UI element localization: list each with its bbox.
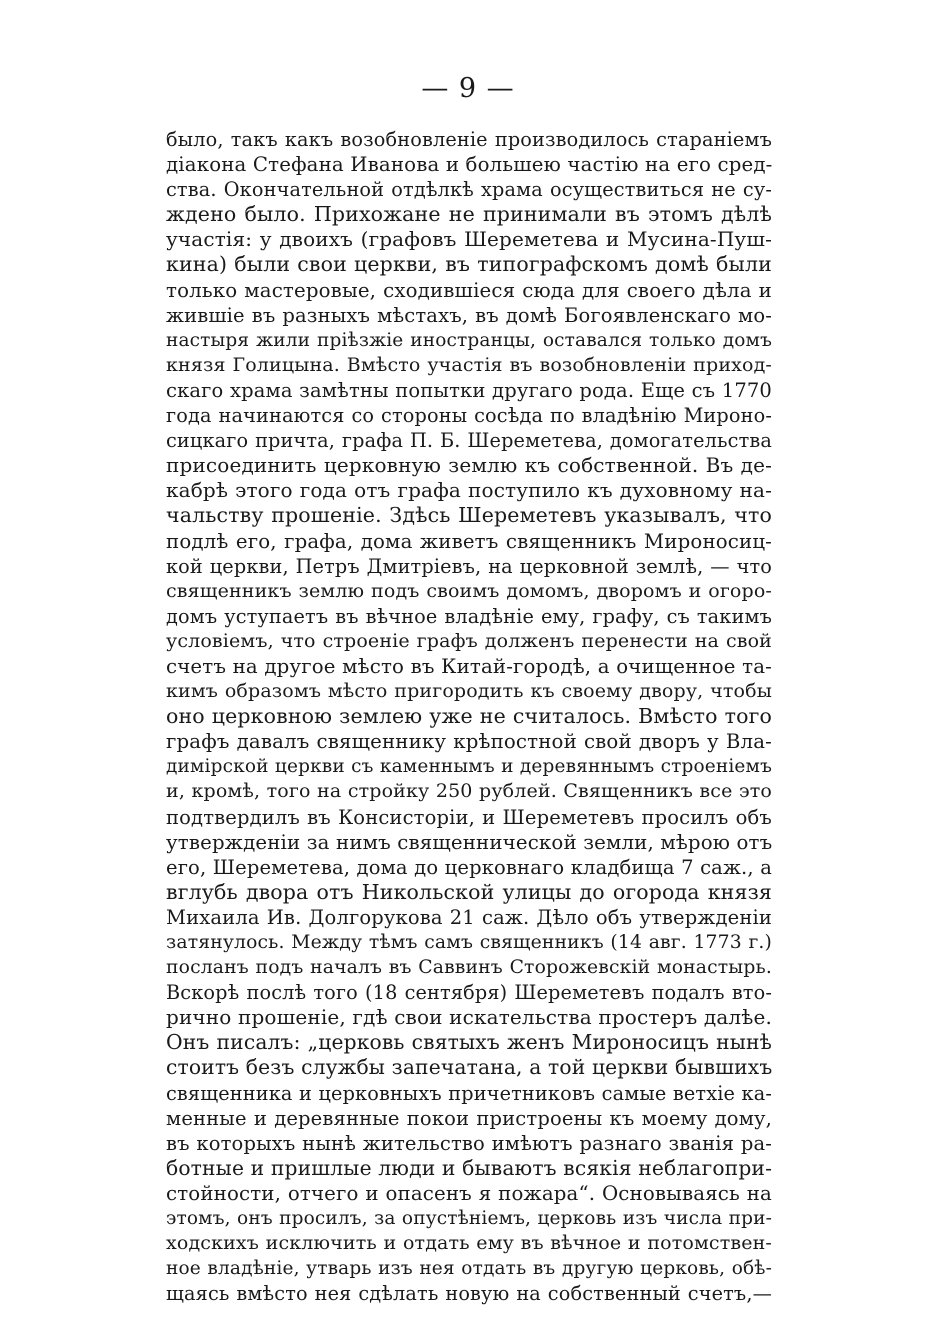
text-line: присоединить церковную землю къ собственной. Въ де- xyxy=(166,453,772,478)
text-line: діакона Стефана Иванова и большею частію на его сред- xyxy=(166,153,773,177)
text-line: Михаила Ив. Долгорукова 21 саж. Дѣло объ утвержденіи xyxy=(166,905,772,929)
text-line: ждено было. Прихожане не принимали въ этомъ дѣлѣ xyxy=(166,202,772,227)
text-line: было, такъ какъ возобновленіе производилось стараніемъ xyxy=(166,128,772,151)
text-line: кой церкви, Петръ Дмитріевъ, на церковной землѣ, — что xyxy=(166,554,772,578)
text-line: счетъ на другое мѣсто въ Китай-городѣ, а очищенное та- xyxy=(166,654,772,678)
text-line: кимъ образомъ мѣсто пригородить къ своему двору, чтобы xyxy=(166,680,772,703)
text-line: только мастеровые, сходившіеся сюда для своего дѣла и xyxy=(166,278,772,302)
text-line: кина) были свои церкви, въ типографскомъ домѣ были xyxy=(166,252,772,277)
text-line: утвержденіи за нимъ священнической земли, мѣрою отъ xyxy=(166,830,773,854)
text-line: графъ давалъ священнику крѣпостной свой дворъ у Вла- xyxy=(166,730,772,754)
text-line: жившіе въ разныхъ мѣстахъ, въ домѣ Богоявленскаго мо- xyxy=(166,303,772,327)
text-line: ботные и пришлые люди и бываютъ всякія неблагопри- xyxy=(166,1155,773,1180)
text-line: Вскорѣ послѣ того (18 сентября) Шереметевъ подалъ вто- xyxy=(166,981,772,1005)
page-number: — 9 — xyxy=(421,73,515,104)
text-line: домъ уступаетъ въ вѣчное владѣніе ему, графу, съ такимъ xyxy=(166,604,772,628)
text-line: въ которыхъ нынѣ жительство имѣютъ разнаго званія ра- xyxy=(166,1131,772,1155)
text-line: ходскихъ исключить и отдать ему въ вѣчное и потомствен- xyxy=(166,1232,772,1255)
text-line: года начинаются со стороны сосѣда по владѣнію Мироно- xyxy=(166,404,772,428)
text-line: менные и деревянные покои пристроены къ моему дому, xyxy=(166,1106,772,1130)
text-line: священника и церковныхъ причетниковъ самые ветхіе ка- xyxy=(166,1081,772,1105)
text-line: скаго храма замѣтны попытки другаго рода. Еще съ 1770 xyxy=(166,378,772,402)
text-line: участія: у двоихъ (графовъ Шереметева и Мусина-Пуш- xyxy=(166,227,772,252)
text-line: чальству прошеніе. Здѣсь Шереметевъ указывалъ, что xyxy=(166,503,772,528)
text-line: его, Шереметева, дома до церковнаго кладбища 7 саж., а xyxy=(166,855,772,879)
text-line: оно церковною землею уже не считалось. Вмѣсто того xyxy=(166,704,772,729)
text-line: князя Голицына. Вмѣсто участія въ возобновленіи приход- xyxy=(166,353,772,376)
text-line: посланъ подъ началъ въ Саввинъ Сторожевскій монастырь. xyxy=(166,957,772,979)
text-line: стойности, отчего и опасенъ я пожара“. Основываясь на xyxy=(166,1181,772,1205)
text-line: ства. Окончательной отдѣлкѣ храма осуществиться не су- xyxy=(166,178,772,202)
text-line: Онъ писалъ: „церковь святыхъ женъ Мироносицъ нынѣ xyxy=(166,1030,772,1055)
text-line: условіемъ, что строеніе графъ долженъ перенести на свой xyxy=(166,629,772,652)
text-line: священникъ землю подъ своимъ домомъ, дворомъ и огоро- xyxy=(166,579,772,602)
body-text xyxy=(166,127,772,1306)
text-line: рично прошеніе, гдѣ свои искательства простеръ далѣе. xyxy=(166,1005,772,1030)
text-line: подтвердилъ въ Консисторіи, и Шереметевъ просилъ объ xyxy=(166,805,772,829)
text-line: настыря жили пріѣзжіе иностранцы, оставался только домъ xyxy=(166,329,772,351)
text-line: вглубь двора отъ Никольской улицы до огорода князя xyxy=(166,879,772,904)
text-line: димірской церкви съ каменнымъ и деревяннымъ строеніемъ xyxy=(166,756,772,778)
text-line: и, кромѣ, того на стройку 250 рублей. Священникъ все это xyxy=(166,780,772,803)
text-line: подлѣ его, графа, дома живетъ священникъ Мироносиц- xyxy=(166,529,772,553)
text-line: затянулось. Между тѣмъ самъ священникъ (14 авг. 1773 г.) xyxy=(166,932,772,953)
text-line: сицкаго причта, графа П. Б. Шереметева, домогательства xyxy=(166,429,772,453)
text-line: ное владѣніе, утварь изъ нея отдать въ другую церковь, обѣ- xyxy=(166,1258,772,1280)
text-line: стоитъ безъ службы запечатана, а той церкви бывшихъ xyxy=(166,1055,773,1080)
text-line: щаясь вмѣсто нея сдѣлать новую на собственный счетъ,— xyxy=(166,1282,772,1306)
text-line: этомъ, онъ просилъ, за опустѣніемъ, церковь изъ числа при- xyxy=(166,1208,772,1230)
text-line: кабрѣ этого года отъ графа поступило къ духовному на- xyxy=(166,478,772,503)
